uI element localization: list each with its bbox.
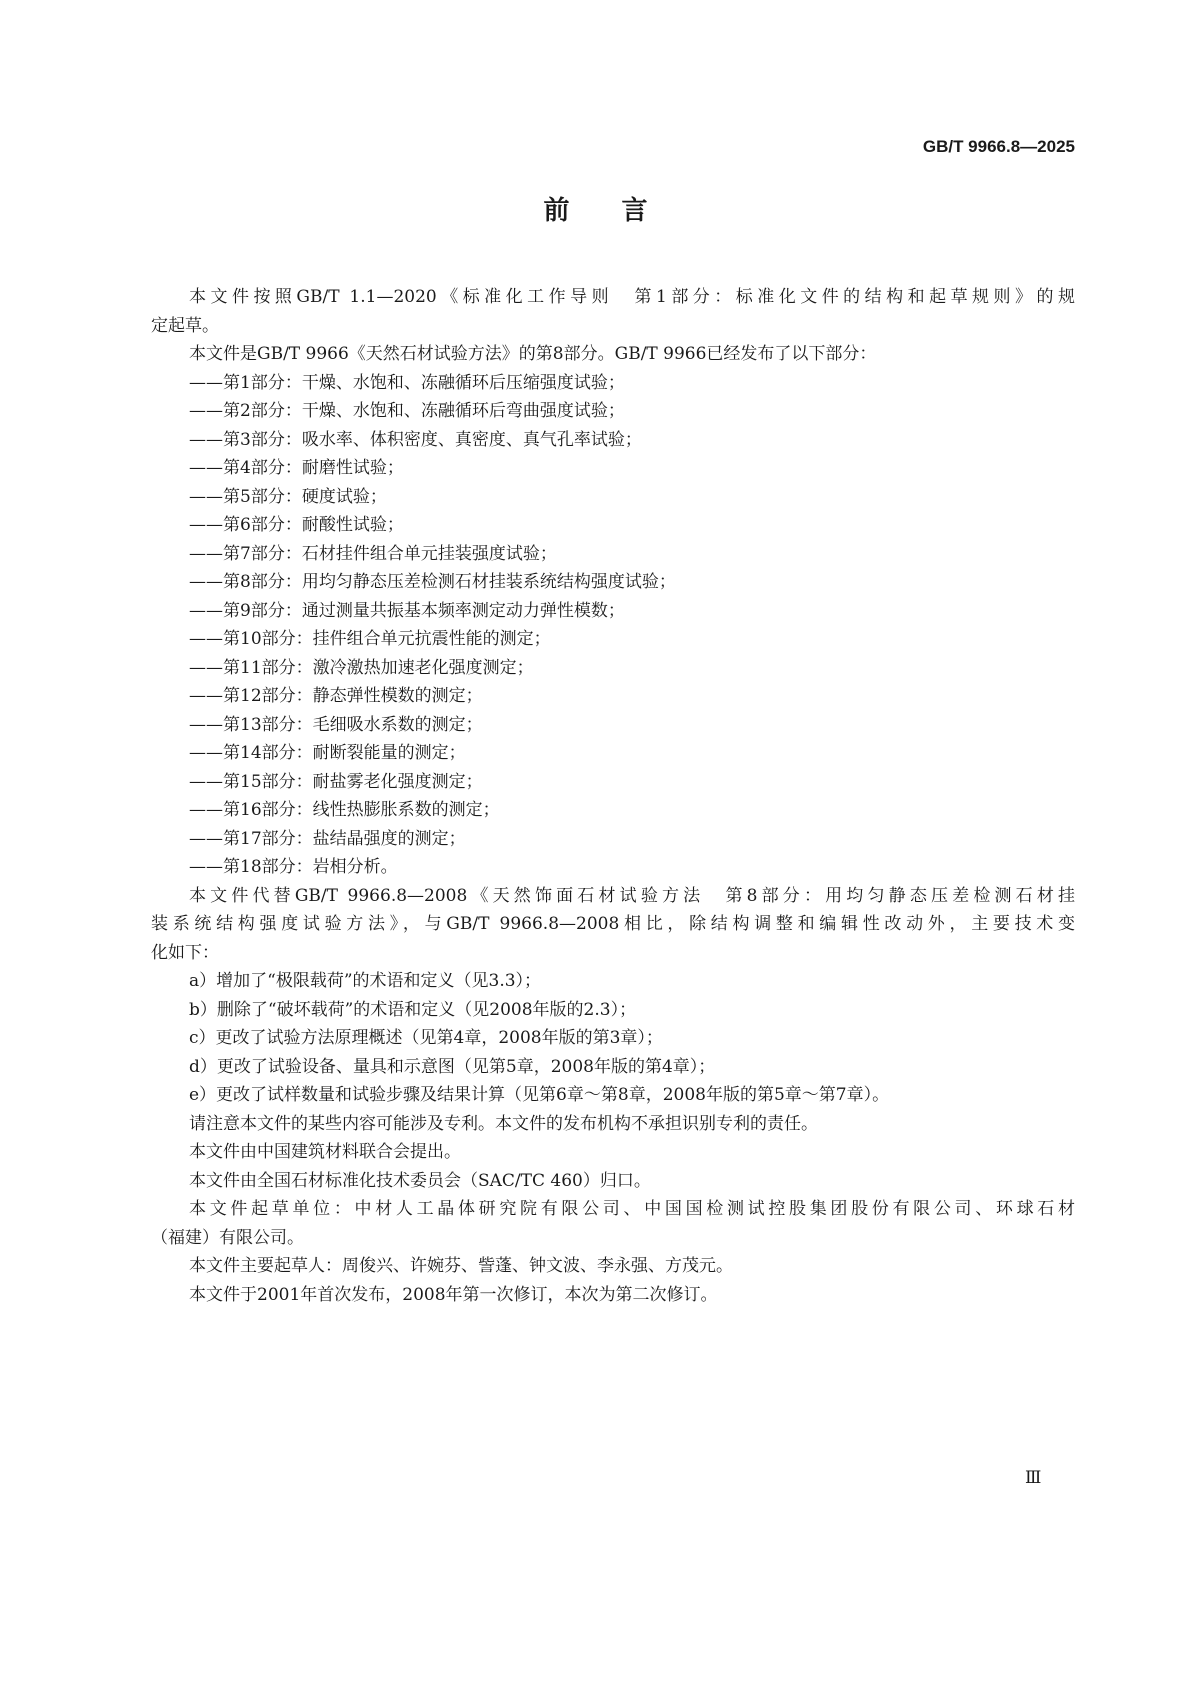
page-number: Ⅲ [1025, 1468, 1042, 1488]
part-list-item: ——第14部分：耐断裂能量的测定； [189, 743, 466, 763]
foreword-body [151, 283, 1075, 1309]
change-list-item: c）更改了试验方法原理概述（见第4章，2008年版的第3章）； [189, 1028, 663, 1048]
part-list-item: ——第13部分：毛细吸水系数的测定； [189, 714, 483, 735]
part-list-item: ——第16部分：线性热膨胀系数的测定； [189, 800, 500, 820]
paragraph-line: 本文件主要起草人：周俊兴、许婉芬、訾蓬、钟文波、李永强、方茂元。 [189, 1256, 733, 1276]
change-list-item: e）更改了试样数量和试验步骤及结果计算（见第6章～第8章，2008年版的第5章～第7章）。 [189, 1085, 890, 1105]
change-list-item: b）删除了“破坏载荷”的术语和定义（见2008年版的2.3）； [189, 999, 637, 1020]
part-list-item: ——第18部分：岩相分析。 [189, 857, 398, 877]
replace-paragraph-line: 化如下： [151, 942, 219, 963]
replace-paragraph-line: 本文件代替GB/T 9966.8—2008《天然饰面石材试验方法 第8部分：用均匀静态压差检测石材挂 [189, 885, 1075, 906]
part-list-item: ——第2部分：干燥、水饱和、冻融循环后弯曲强度试验； [189, 401, 625, 421]
paragraph-line: 本文件按照GB/T 1.1—2020《标准化工作导则 第1部分：标准化文件的结构和起草规则》的规 [189, 287, 1075, 307]
part-list-item: ——第17部分：盐结晶强度的测定； [189, 828, 466, 849]
paragraph-line: 本文件由中国建筑材料联合会提出。 [189, 1142, 461, 1162]
paragraph-line: （福建）有限公司。 [151, 1227, 304, 1248]
part-list-item: ——第12部分：静态弹性模数的测定； [189, 686, 483, 706]
replace-paragraph-line: 装系统结构强度试验方法》，与GB/T 9966.8—2008相比，除结构调整和编辑性改动外，主要技术变 [151, 914, 1075, 934]
paragraph-line: 请注意本文件的某些内容可能涉及专利。本文件的发布机构不承担识别专利的责任。 [189, 1113, 818, 1134]
part-list-item: ——第6部分：耐酸性试验； [189, 515, 404, 535]
part-list-item: ——第9部分：通过测量共振基本频率测定动力弹性模数； [189, 600, 625, 621]
part-list-item: ——第5部分：硬度试验； [189, 486, 387, 507]
part-list-item: ——第4部分：耐磨性试验； [189, 458, 404, 478]
paragraph-line: 定起草。 [151, 315, 219, 336]
part-list-item: ——第3部分：吸水率、体积密度、真密度、真气孔率试验； [189, 429, 642, 450]
part-list-item: ——第11部分：激冷激热加速老化强度测定； [189, 657, 534, 678]
part-list-item: ——第1部分：干燥、水饱和、冻融循环后压缩强度试验； [189, 372, 625, 393]
page-title: 前言 [543, 196, 700, 226]
part-list-item: ——第15部分：耐盐雾老化强度测定； [189, 771, 483, 792]
paragraph-line: 本文件起草单位：中材人工晶体研究院有限公司、中国国检测试控股集团股份有限公司、环球石材 [189, 1199, 1075, 1219]
part-list-item: ——第10部分：挂件组合单元抗震性能的测定； [189, 629, 551, 649]
paragraph-line: 本文件于2001年首次发布，2008年第一次修订，本次为第二次修订。 [189, 1284, 718, 1305]
change-list-item: a）增加了“极限载荷”的术语和定义（见3.3）； [189, 971, 542, 991]
part-list-item: ——第7部分：石材挂件组合单元挂装强度试验； [189, 543, 557, 564]
change-list-item: d）更改了试验设备、量具和示意图（见第5章，2008年版的第4章）； [189, 1056, 716, 1077]
paragraph-line: 本文件由全国石材标准化技术委员会（SAC/TC 460）归口。 [189, 1170, 651, 1191]
part-list-item: ——第8部分：用均匀静态压差检测石材挂装系统结构强度试验； [189, 572, 676, 592]
standard-code: GB/T 9966.8—2025 [922, 137, 1075, 156]
paragraph-line: 本文件是GB/T 9966《天然石材试验方法》的第8部分。GB/T 9966已经发布了以下部分： [189, 344, 877, 364]
